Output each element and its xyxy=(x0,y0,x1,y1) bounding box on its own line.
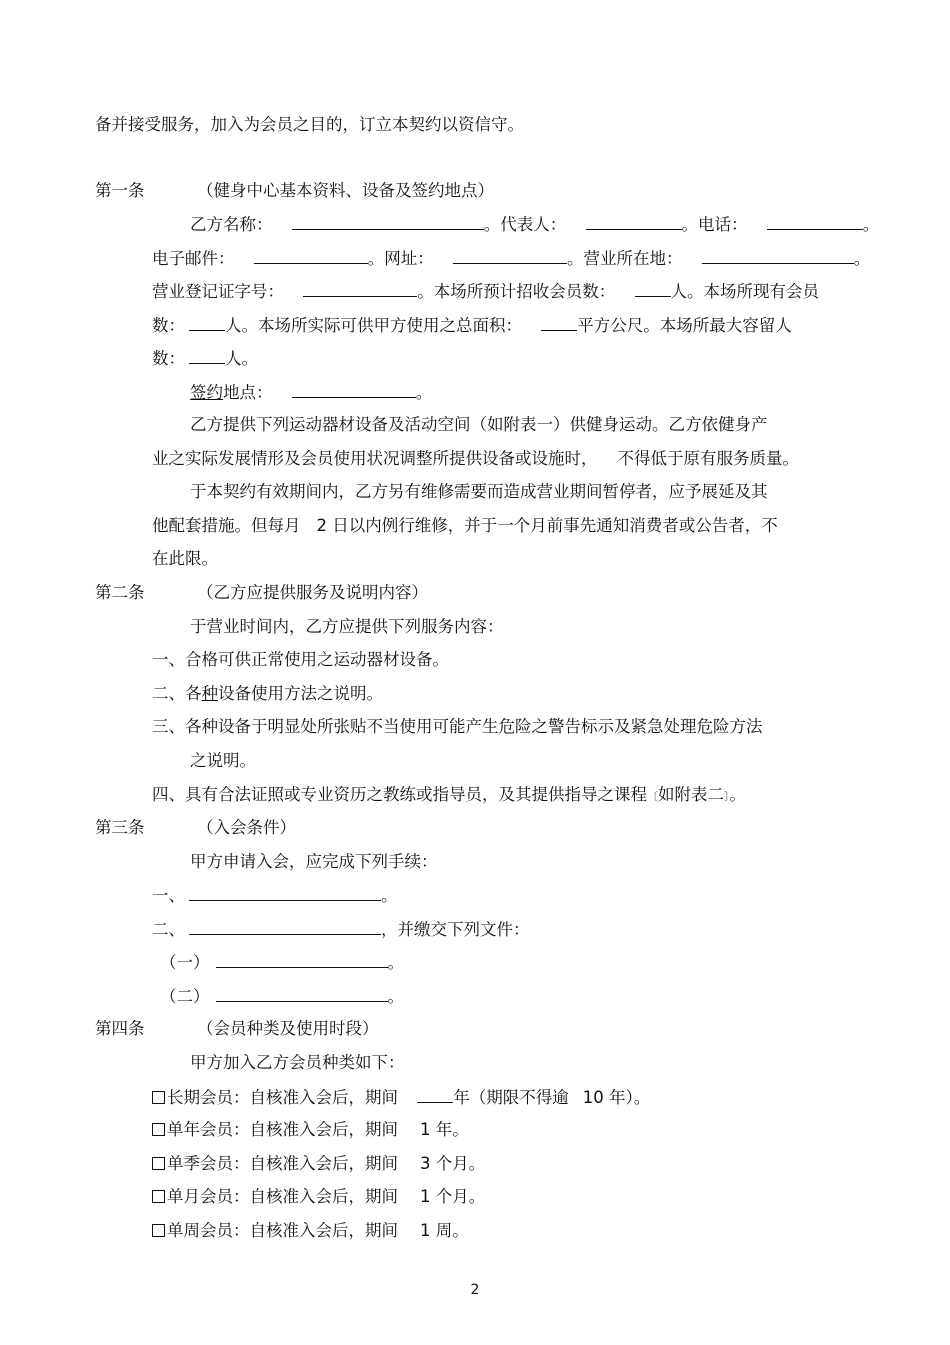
article-4-intro: 甲方加入乙方会员种类如下： xyxy=(190,1053,405,1072)
blank-field[interactable] xyxy=(254,248,368,264)
article-1-line-7: 乙方提供下列运动器材设备及活动空间（如附表一）供健身运动。乙方依健身产 xyxy=(190,415,768,434)
article-3-step-1: 一、 。 xyxy=(152,886,398,905)
membership-monthly: 单月会员：自核准入会后，期间 1 个月。 xyxy=(152,1187,485,1207)
article-3-title: （入会条件） xyxy=(197,818,296,837)
blank-field[interactable] xyxy=(702,248,854,264)
article-3-intro: 甲方申请入会，应完成下列手续： xyxy=(190,852,438,871)
membership-quarterly: 单季会员：自核准入会后，期间 3 个月。 xyxy=(152,1154,485,1174)
article-1-title: （健身中心基本资料、设备及签约地点） xyxy=(197,181,494,200)
article-3-heading xyxy=(95,818,296,838)
membership-yearly: 单年会员：自核准入会后，期间 1 年。 xyxy=(152,1120,469,1140)
article-1-number: 第一条 xyxy=(95,181,145,200)
blank-field[interactable] xyxy=(189,348,225,364)
checkbox[interactable] xyxy=(152,1157,165,1170)
blank-field[interactable] xyxy=(189,919,381,935)
intro-paragraph: 备并接受服务，加入为会员之目的，订立本契约以资信守。 xyxy=(95,115,524,134)
article-4-heading xyxy=(95,1019,379,1039)
article-3-doc-2: （二） 。 xyxy=(160,987,404,1006)
article-2-intro: 于营业时间内，乙方应提供下列服务内容： xyxy=(190,617,504,636)
article-4-number: 第四条 xyxy=(95,1019,145,1038)
blank-field[interactable] xyxy=(189,885,381,901)
blank-field[interactable] xyxy=(292,214,484,230)
article-1-line-2: 电子邮件： 。网址： 。营业所在地： 。 xyxy=(152,249,871,268)
article-2-heading xyxy=(95,583,428,603)
blank-field[interactable] xyxy=(216,986,388,1002)
page-number: 2 xyxy=(470,1282,480,1298)
checkbox[interactable] xyxy=(152,1224,165,1237)
article-3-number: 第三条 xyxy=(95,818,145,837)
article-1-line-6: 签约地点： 。 xyxy=(190,383,433,402)
checkbox[interactable] xyxy=(152,1091,165,1104)
blank-field[interactable] xyxy=(767,214,863,230)
article-1-line-4: 数： 人。本场所实际可供甲方使用之总面积： 平方公尺。本场所最大容留人 xyxy=(152,316,792,335)
blank-field[interactable] xyxy=(541,315,577,331)
article-2-item-4: 四、具有合法证照或专业资历之教练或指导员，及其提供指导之课程〔如附表二〕。 xyxy=(152,785,746,804)
blank-field[interactable] xyxy=(292,382,416,398)
blank-field[interactable] xyxy=(586,214,682,230)
article-1-line-10: 他配套措施。但每月 2 日以内例行维修，并于一个月前事先通知消费者或公告者，不 xyxy=(152,516,778,535)
article-1-line-5: 数： 人。 xyxy=(152,349,258,368)
checkbox[interactable] xyxy=(152,1190,165,1203)
blank-field[interactable] xyxy=(303,281,417,297)
article-1-line-1: 乙方名称： 。代表人： 。电话： 。 xyxy=(190,215,880,234)
article-1-heading xyxy=(95,181,494,201)
article-2-title: （乙方应提供服务及说明内容） xyxy=(197,583,428,602)
blank-field[interactable] xyxy=(453,248,567,264)
article-1-line-8: 业之实际发展情形及会员使用状况调整所提供设备或设施时， 不得低于原有服务质量。 xyxy=(152,449,799,468)
article-4-title: （会员种类及使用时段） xyxy=(197,1019,379,1038)
blank-field[interactable] xyxy=(635,281,671,297)
article-2-number: 第二条 xyxy=(95,583,145,602)
article-2-item-3: 三、各种设备于明显处所张贴不当使用可能产生危险之警告标示及紧急处理危险方法 xyxy=(152,717,763,736)
membership-long-term: 长期会员：自核准入会后，期间 年（期限不得逾 10 年）。 xyxy=(152,1087,650,1108)
article-1-line-11: 在此限。 xyxy=(152,549,218,568)
blank-field[interactable] xyxy=(417,1087,453,1103)
article-2-item-2: 二、各种设备使用方法之说明。 xyxy=(152,684,383,703)
membership-weekly: 单周会员：自核准入会后，期间 1 周。 xyxy=(152,1221,469,1241)
article-3-doc-1: （一） 。 xyxy=(160,953,404,972)
article-1-line-9: 于本契约有效期间内，乙方另有维修需要而造成营业期间暂停者，应予展延及其 xyxy=(190,482,768,501)
checkbox[interactable] xyxy=(152,1123,165,1136)
article-2-item-1: 一、合格可供正常使用之运动器材设备。 xyxy=(152,650,449,669)
blank-field[interactable] xyxy=(189,315,225,331)
blank-field[interactable] xyxy=(216,952,388,968)
article-1-line-3: 营业登记证字号： 。本场所预计招收会员数： 人。本场所现有会员 xyxy=(152,282,819,301)
article-3-step-2: 二、 ，并缴交下列文件： xyxy=(152,920,530,939)
article-2-item-3-cont: 之说明。 xyxy=(190,751,256,770)
